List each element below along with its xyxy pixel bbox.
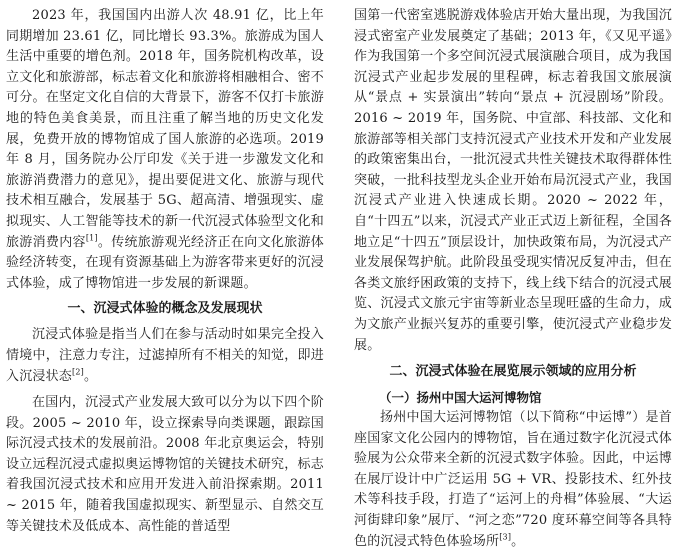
museum-paragraph xyxy=(354,408,672,552)
concept-text: 沉浸式体验是指当人们在参与活动时如果完全投入情境中，注意力专注，过滤掉所有不相关的知觉，即进入沉浸状态 xyxy=(6,327,324,384)
intro-text: 2023 年，我国国内出游人次 48.91 亿，比上年同期增加 23.61 亿，同比增长 93.3%。旅游成为国人生活中重要的增色剂。2018 年，国务院机构改革，设立文化和旅游部，标志着文化和旅游将相融相合、密不可分。在坚定文化自信的大背景下，游客不仅打卡旅游地的特色美食美景，而且注重了解当地的历史文化发展，免费开放的博物馆成了国人旅游的必选项。2019 年 8 月，国务院办公厅印发《关于进一步激发文化和旅游消费潜力的意见》，提出要促进文化、旅游与现代技术相互融合，发展基于 5G、超高清、增强现实、虚拟现实、人工智能等技术的新一代沉浸式体验型文化和旅游消费内容 xyxy=(6,8,324,250)
left-column xyxy=(6,6,324,537)
concept-paragraph xyxy=(6,325,324,387)
stages-paragraph-continued: 国第一代密室逃脱游戏体验店开始大量出现，为我国沉浸式密室产业发展奠定了基础；2013 年，《又见平遥》作为我国第一个多空间沉浸式展演融合项目，成为我国沉浸式产业起步发展的里程碑，标志着我国文旅展演从“景点 + 实景演出”转向“景点 + 沉浸剧场”阶段。2016 ~ 2019 年，国务院、中宣部、科技部、文化和旅游部等相关部门支持沉浸式产业技术开发和产业发展的政策密集出台，一批沉浸式共性关键技术取得群体性突破，一批科技型龙头企业开始布局沉浸式产业，我国沉浸式产业进入快速成长期。2020 ~ 2022 年，自“十四五”以来，沉浸式产业正式迈上新征程，全国各地立足“十四五”顶层设计，加快政策布局，为沉浸式产业发展保驾护航。此阶段虽受现实情况反复冲击，但在各类文旅纾困政策的支持下，线上线下结合的沉浸式展览、沉浸式文旅元宇宙等新业态呈现旺盛的生命力，成为文旅产业振兴复苏的重要引擎，使沉浸式产业稳步发展。 xyxy=(354,8,672,353)
stages-paragraph: 在国内，沉浸式产业发展大致可以分为以下四个阶段。2005 ~ 2010 年，设立探索导向类课题，跟踪国际沉浸式技术的发展前沿。2008 年北京奥运会，特别设立远程沉浸式虚拟奥运博物馆的关键技术研究，标志着我国沉浸式技术和应用开发进入前沿探索期。2011 ~ 2015 年，随着我国虚拟现实、新型显示、自然交互等关键技术及低成本、高性能的普适型 xyxy=(6,395,324,534)
citation-3: [3] xyxy=(499,532,512,542)
citation-2: [2] xyxy=(72,367,84,377)
museum-text: 扬州中国大运河博物馆（以下简称“中运博”）是首座国家文化公园内的博物馆，旨在通过数字化沉浸式体验展为公众带来全新的沉浸式数字体验。因此，中运博在展厅设计中广泛运用 5G + VR、投影技术、红外技术等科技手段，打造了“运河上的舟楫”体验展、“大运河街肆印象”展厅、“河之恋”720 度环幕空间等各具特色的沉浸式特色体验场所 xyxy=(354,410,672,549)
concept-text-tail: 。 xyxy=(83,368,98,384)
museum-text-tail: 。 xyxy=(511,533,525,549)
right-column xyxy=(354,6,672,552)
intro-text-tail: 。传统旅游观光经济正在向文化旅游体验经济转变，在现有资源基础上为游客带来更好的沉浸式体验，成了博物馆进一步发展的新课题。 xyxy=(6,234,324,291)
citation-1: [1] xyxy=(85,233,98,243)
subsection-heading: （一）扬州中国大运河博物馆 xyxy=(379,390,542,406)
section-2-heading: 二、沉浸式体验在展览展示领域的应用分析 xyxy=(389,364,637,380)
intro-paragraph xyxy=(6,6,324,294)
section-1-heading: 一、沉浸式体验的概念及发展现状 xyxy=(67,301,263,317)
